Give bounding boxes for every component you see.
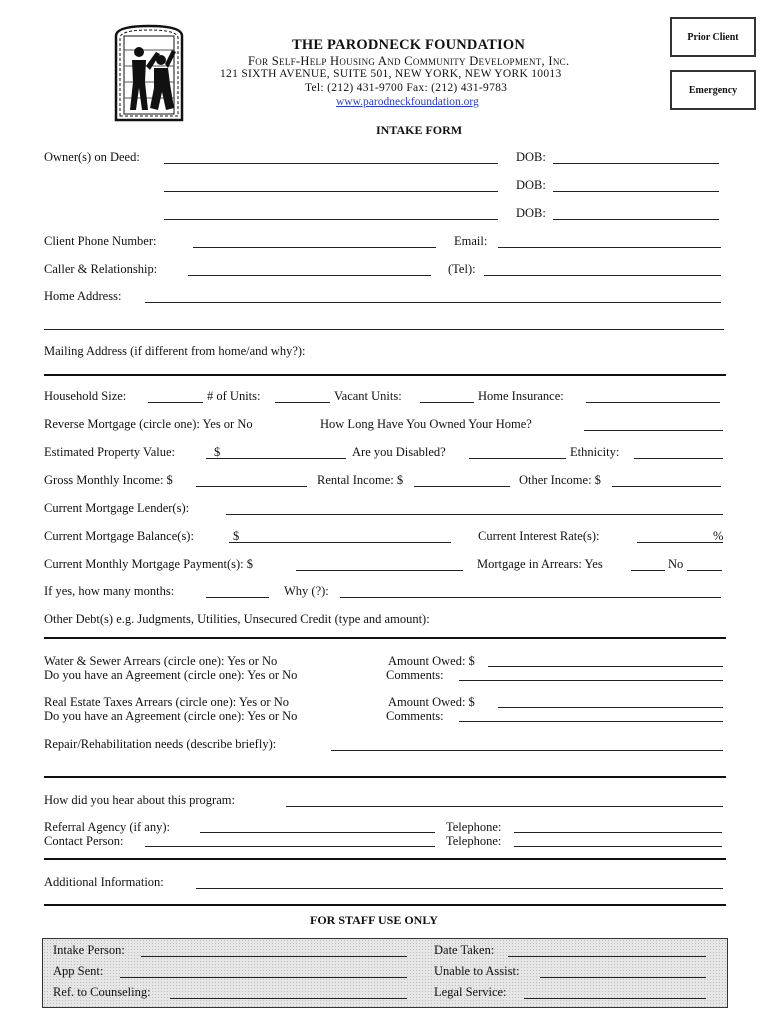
tel-label: (Tel):: [448, 262, 476, 276]
client-phone-label: Client Phone Number:: [44, 234, 157, 248]
dob-label-1: DOB:: [516, 150, 546, 164]
household-size-label: Household Size:: [44, 389, 127, 403]
dob-label-3: DOB:: [516, 206, 546, 220]
emergency-checkbox[interactable]: [670, 70, 756, 110]
unable-label: Unable to Assist:: [434, 964, 520, 978]
why-label: Why (?):: [284, 584, 329, 598]
contact-person-field[interactable]: [145, 846, 435, 847]
referral-agency-field[interactable]: [200, 832, 435, 833]
date-taken-field[interactable]: [508, 956, 706, 957]
additional-info-label: Additional Information:: [44, 875, 164, 889]
lenders-field[interactable]: [226, 514, 723, 515]
monthly-payment-field[interactable]: [296, 570, 463, 571]
property-value-label: Estimated Property Value:: [44, 445, 175, 459]
arrears-label[interactable]: Mortgage in Arrears: Yes: [477, 557, 603, 571]
agency-telephone-label: Telephone:: [446, 820, 502, 834]
contact-person-label: Contact Person:: [44, 834, 124, 848]
how-many-months-label: If yes, how many months:: [44, 584, 175, 598]
other-income-label: Other Income: $: [519, 473, 601, 487]
household-size-field[interactable]: [148, 402, 203, 403]
water-comments-field[interactable]: [459, 680, 723, 681]
tax-comments-field[interactable]: [459, 721, 723, 722]
ethnicity-label: Ethnicity:: [570, 445, 620, 459]
website-link[interactable]: www.parodneckfoundation.org: [336, 96, 479, 108]
section-divider: [44, 776, 726, 778]
dob-3-field[interactable]: [553, 219, 719, 220]
units-field[interactable]: [275, 402, 330, 403]
org-phone: Tel: (212) 431-9700 Fax: (212) 431-9783: [305, 82, 508, 94]
dob-1-field[interactable]: [553, 163, 719, 164]
section-divider: [44, 637, 726, 639]
gross-income-field[interactable]: [196, 486, 307, 487]
repair-label: Repair/Rehabilitation needs (describe briefly):: [44, 737, 277, 751]
real-estate-label[interactable]: Real Estate Taxes Arrears (circle one): Yes or No: [44, 695, 289, 709]
arrears-no-label[interactable]: No: [668, 557, 684, 571]
tax-comments-label: Comments:: [386, 709, 444, 723]
legal-label: Legal Service:: [434, 985, 507, 999]
water-comments-label: Comments:: [386, 668, 444, 682]
caller-field[interactable]: [188, 275, 431, 276]
tel-field[interactable]: [484, 275, 721, 276]
foundation-logo: [110, 22, 188, 122]
home-insurance-field[interactable]: [586, 402, 720, 403]
ethnicity-field[interactable]: [634, 458, 723, 459]
owned-how-long-field[interactable]: [584, 430, 723, 431]
tax-amount-field[interactable]: [498, 707, 723, 708]
home-address-field[interactable]: [145, 302, 721, 303]
intake-person-field[interactable]: [141, 956, 407, 957]
balance-field[interactable]: [229, 542, 451, 543]
interest-rate-field[interactable]: [637, 542, 723, 543]
home-address-label: Home Address:: [44, 289, 122, 303]
water-amount-label: Amount Owed: $: [388, 654, 475, 668]
repair-field[interactable]: [331, 750, 723, 751]
unable-field[interactable]: [540, 977, 706, 978]
dob-2-field[interactable]: [553, 191, 719, 192]
home-address-field-2[interactable]: [44, 329, 724, 330]
staff-heading: FOR STAFF USE ONLY: [310, 913, 438, 927]
reverse-mortgage-label[interactable]: Reverse Mortgage (circle one): Yes or No: [44, 417, 253, 431]
client-phone-field[interactable]: [193, 247, 436, 248]
property-value-field[interactable]: [206, 458, 346, 459]
how-heard-field[interactable]: [286, 806, 723, 807]
prior-client-checkbox[interactable]: [670, 17, 756, 57]
section-divider: [44, 858, 726, 860]
rental-income-label: Rental Income: $: [317, 473, 404, 487]
agency-telephone-field[interactable]: [514, 832, 722, 833]
other-income-field[interactable]: [612, 486, 721, 487]
disabled-label: Are you Disabled?: [352, 445, 446, 459]
org-subtitle: For Self-Help Housing And Community Development, Inc.: [248, 54, 570, 68]
disabled-field[interactable]: [469, 458, 566, 459]
interest-rate-label: Current Interest Rate(s):: [478, 529, 600, 543]
counseling-label: Ref. to Counseling:: [53, 985, 151, 999]
home-insurance-label: Home Insurance:: [478, 389, 564, 403]
how-heard-label: How did you hear about this program:: [44, 793, 235, 807]
contact-telephone-field[interactable]: [514, 846, 722, 847]
owned-how-long-label: How Long Have You Owned Your Home?: [320, 417, 532, 431]
org-name: THE PARODNECK FOUNDATION: [292, 37, 526, 53]
percent-sign: %: [713, 529, 724, 543]
emergency-label: Emergency: [688, 84, 738, 96]
vacant-units-label: Vacant Units:: [334, 389, 402, 403]
vacant-units-field[interactable]: [420, 402, 474, 403]
mailing-address-label: Mailing Address (if different from home/and why?):: [44, 344, 306, 358]
owners-label: Owner(s) on Deed:: [44, 150, 140, 164]
water-amount-field[interactable]: [488, 666, 723, 667]
balance-label: Current Mortgage Balance(s):: [44, 529, 194, 543]
other-debts-label: Other Debt(s) e.g. Judgments, Utilities, Unsecured Credit (type and amount):: [44, 612, 430, 626]
lenders-label: Current Mortgage Lender(s):: [44, 501, 190, 515]
section-divider: [44, 374, 726, 376]
why-field[interactable]: [340, 597, 721, 598]
form-title: INTAKE FORM: [376, 123, 463, 137]
legal-field[interactable]: [524, 998, 706, 999]
water-agreement-label[interactable]: Do you have an Agreement (circle one): Yes or No: [44, 668, 298, 682]
tax-amount-label: Amount Owed: $: [388, 695, 475, 709]
counseling-field[interactable]: [170, 998, 407, 999]
dob-label-2: DOB:: [516, 178, 546, 192]
intake-person-label: Intake Person:: [53, 943, 125, 957]
owner-1-field[interactable]: [164, 163, 498, 164]
org-address: 121 SIXTH AVENUE, SUITE 501, NEW YORK, NEW YORK 10013: [220, 68, 562, 80]
prior-client-label: Prior Client: [687, 31, 739, 43]
owner-2-field[interactable]: [164, 191, 498, 192]
balance-dollar: $: [233, 529, 240, 543]
gross-income-label: Gross Monthly Income: $: [44, 473, 173, 487]
section-divider: [44, 904, 726, 906]
monthly-payment-label: Current Monthly Mortgage Payment(s): $: [44, 557, 253, 571]
how-many-months-field[interactable]: [206, 597, 269, 598]
app-sent-label: App Sent:: [53, 964, 104, 978]
referral-agency-label: Referral Agency (if any):: [44, 820, 170, 834]
contact-telephone-label: Telephone:: [446, 834, 502, 848]
arrears-no-field[interactable]: [687, 570, 722, 571]
additional-info-field[interactable]: [196, 888, 723, 889]
date-taken-label: Date Taken:: [434, 943, 495, 957]
units-label: # of Units:: [207, 389, 261, 403]
water-sewer-label[interactable]: Water & Sewer Arrears (circle one): Yes or No: [44, 654, 278, 668]
owner-3-field[interactable]: [164, 219, 498, 220]
app-sent-field[interactable]: [120, 977, 407, 978]
caller-label: Caller & Relationship:: [44, 262, 158, 276]
tax-agreement-label[interactable]: Do you have an Agreement (circle one): Yes or No: [44, 709, 298, 723]
email-field[interactable]: [498, 247, 721, 248]
rental-income-field[interactable]: [414, 486, 510, 487]
arrears-yes-field[interactable]: [631, 570, 665, 571]
email-label: Email:: [454, 234, 488, 248]
property-value-dollar: $: [214, 445, 221, 459]
